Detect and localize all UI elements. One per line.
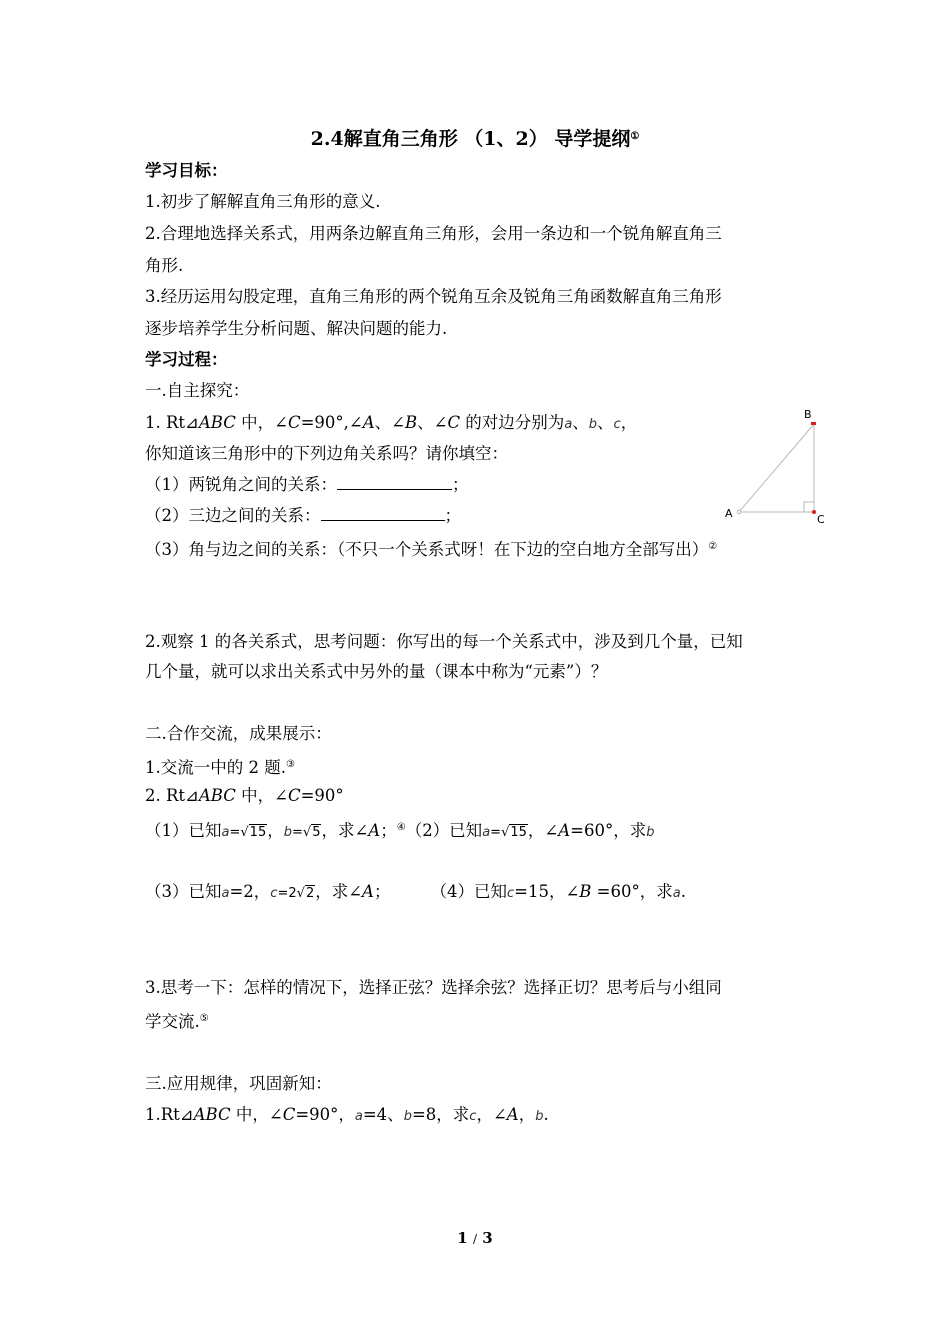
objective-2-line1: 2.合理地选择关系式，用两条边解直角三角形，会用一条边和一个锐角解直角三 bbox=[145, 224, 722, 243]
answer-blank-1[interactable] bbox=[337, 475, 452, 490]
title-text: 2.4解直角三角形 （1、2） 导学提纲 bbox=[310, 128, 631, 150]
section-1-heading: 一.自主探究： bbox=[145, 381, 250, 400]
right-triangle-figure bbox=[720, 402, 830, 527]
footnote-ref-4: ④ bbox=[396, 822, 406, 833]
s2-question-2: 2. Rt⊿ABC 中，∠C=90° bbox=[145, 786, 344, 805]
vertex-a-dot bbox=[737, 510, 741, 514]
s2-question-1: 1.交流一中的 2 题.③ bbox=[145, 758, 295, 777]
question-1-sub2: （2）三边之间的关系： ； bbox=[145, 506, 461, 525]
footnote-ref-5: ⑤ bbox=[199, 1013, 209, 1024]
vertex-label-b: B bbox=[804, 408, 812, 421]
process-heading: 学习过程： bbox=[145, 350, 228, 369]
objective-1: 1.初步了解解直角三角形的意义. bbox=[145, 192, 381, 211]
hypotenuse-ab bbox=[739, 424, 814, 512]
question-1-line1: 1. Rt⊿ABC 中，∠C=90°,∠A、∠B、∠C 的对边分别为a、b、c， bbox=[145, 413, 638, 432]
s3-question-1: 1.Rt⊿ABC 中，∠C=90°，a=4、b=8，求c，∠A，b. bbox=[145, 1105, 549, 1124]
section-2-heading: 二.合作交流，成果展示： bbox=[145, 724, 332, 743]
question-1-sub1: （1）两锐角之间的关系： ； bbox=[145, 475, 469, 494]
objective-3-line1: 3.经历运用勾股定理，直角三角形的两个锐角互余及锐角三角函数解直角三角形 bbox=[145, 287, 722, 306]
footnote-ref-2: ② bbox=[708, 541, 718, 552]
section-3-heading: 三.应用规律，巩固新知： bbox=[145, 1074, 332, 1093]
question-1-line2: 你知道该三角形中的下列边角关系吗？请你填空： bbox=[145, 444, 508, 463]
objective-3-line2: 逐步培养学生分析问题、解决问题的能力. bbox=[145, 319, 448, 338]
objective-2-line2: 角形. bbox=[145, 256, 184, 275]
footnote-ref-3: ③ bbox=[285, 759, 295, 770]
question-2-line1: 2.观察 1 的各关系式，思考问题：你写出的每一个关系式中，涉及到几个量，已知 bbox=[145, 632, 743, 651]
s2-parts-3-4: （3）已知a=2，c=2√2，求∠A； （4）已知c=15，∠B =60°，求a. bbox=[145, 882, 686, 901]
question-2-line2: 几个量，就可以求出关系式中另外的量（课本中称为“元素”）？ bbox=[145, 662, 608, 681]
s2-parts-1-2: （1）已知a=√15，b=√5，求∠A；④（2）已知a=√15，∠A=60°，求b bbox=[145, 821, 655, 840]
question-3-line1: 3.思考一下：怎样的情况下，选择正弦？选择余弦？选择正切？思考后与小组同 bbox=[145, 978, 722, 997]
page-number: 1 / 3 bbox=[457, 1229, 493, 1247]
vertex-b-dot bbox=[811, 422, 816, 425]
objectives-heading: 学习目标： bbox=[145, 161, 228, 180]
vertex-c-dot bbox=[812, 510, 816, 514]
answer-blank-2[interactable] bbox=[321, 506, 445, 521]
vertex-label-a: A bbox=[725, 507, 733, 520]
footnote-ref-1: ① bbox=[630, 131, 640, 142]
page-title bbox=[0, 124, 950, 151]
vertex-label-c: C bbox=[817, 513, 825, 526]
question-1-sub3: （3）角与边之间的关系：（不只一个关系式呀！在下边的空白地方全部写出）② bbox=[145, 540, 718, 559]
question-3-line2: 学交流.⑤ bbox=[145, 1012, 209, 1031]
right-angle-mark bbox=[804, 502, 814, 512]
